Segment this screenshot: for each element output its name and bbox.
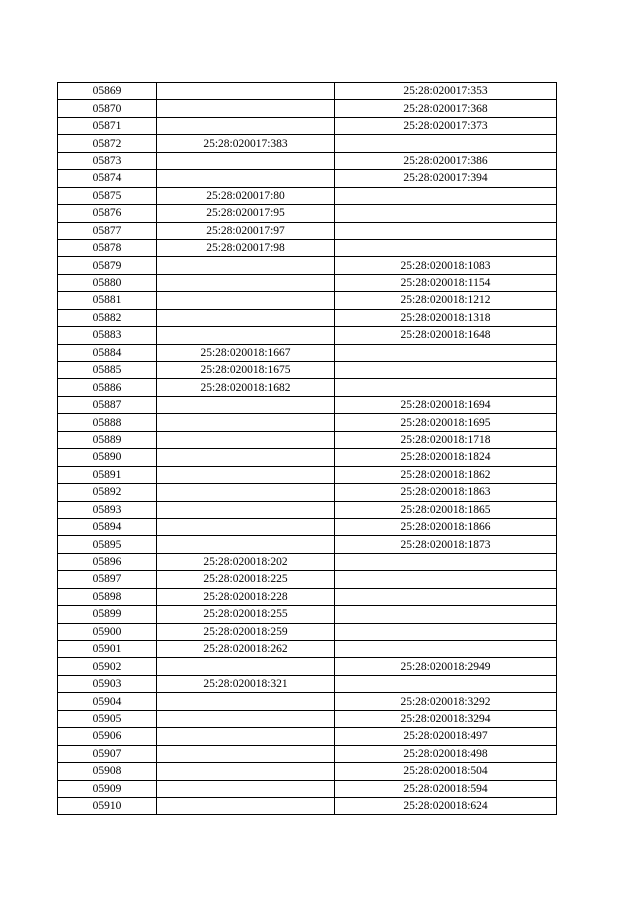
cadastral-number-cell-left: 25:28:020018:228 (157, 588, 335, 605)
cadastral-number-cell-left: 25:28:020017:383 (157, 135, 335, 152)
cadastral-number-cell-left (157, 449, 335, 466)
cadastral-number-cell-left (157, 414, 335, 431)
cadastral-number-cell-right: 25:28:020018:3294 (335, 710, 557, 727)
cadastral-number-cell-right (335, 623, 557, 640)
cadastral-number-cell-right: 25:28:020017:353 (335, 83, 557, 100)
cadastral-number-cell-right: 25:28:020018:1718 (335, 431, 557, 448)
cadastral-number-cell-left (157, 396, 335, 413)
row-number-cell: 05899 (58, 606, 157, 623)
cadastral-number-cell-left (157, 518, 335, 535)
cadastral-number-cell-right (335, 205, 557, 222)
cadastral-number-cell-right (335, 641, 557, 658)
table-row (58, 414, 557, 431)
row-number-cell: 05873 (58, 152, 157, 169)
table-row (58, 83, 557, 100)
cadastral-number-table (57, 82, 557, 815)
row-number-cell: 05904 (58, 693, 157, 710)
row-number-cell: 05879 (58, 257, 157, 274)
cadastral-number-cell-right: 25:28:020018:624 (335, 797, 557, 814)
table-row (58, 745, 557, 762)
cadastral-number-cell-left (157, 745, 335, 762)
table-row (58, 797, 557, 814)
cadastral-number-cell-right: 25:28:020018:2949 (335, 658, 557, 675)
table-row (58, 641, 557, 658)
row-number-cell: 05881 (58, 292, 157, 309)
cadastral-number-cell-right (335, 379, 557, 396)
cadastral-number-cell-left: 25:28:020018:1675 (157, 362, 335, 379)
cadastral-number-cell-right: 25:28:020018:497 (335, 728, 557, 745)
table-row (58, 205, 557, 222)
row-number-cell: 05901 (58, 641, 157, 658)
table-row (58, 152, 557, 169)
cadastral-number-cell-right: 25:28:020018:1154 (335, 274, 557, 291)
table-row (58, 693, 557, 710)
cadastral-number-cell-left (157, 170, 335, 187)
row-number-cell: 05897 (58, 571, 157, 588)
table-row (58, 431, 557, 448)
cadastral-number-cell-right: 25:28:020017:373 (335, 117, 557, 134)
cadastral-number-cell-right (335, 135, 557, 152)
row-number-cell: 05875 (58, 187, 157, 204)
row-number-cell: 05878 (58, 239, 157, 256)
cadastral-number-cell-left: 25:28:020018:1682 (157, 379, 335, 396)
cadastral-number-cell-left (157, 501, 335, 518)
cadastral-number-cell-left: 25:28:020017:80 (157, 187, 335, 204)
table-row (58, 396, 557, 413)
row-number-cell: 05889 (58, 431, 157, 448)
cadastral-number-cell-right: 25:28:020018:1865 (335, 501, 557, 518)
cadastral-number-cell-left (157, 117, 335, 134)
table-row (58, 553, 557, 570)
table-row (58, 379, 557, 396)
row-number-cell: 05891 (58, 466, 157, 483)
row-number-cell: 05896 (58, 553, 157, 570)
table-row (58, 309, 557, 326)
table-row (58, 710, 557, 727)
row-number-cell: 05892 (58, 484, 157, 501)
cadastral-number-cell-right: 25:28:020018:1648 (335, 327, 557, 344)
row-number-cell: 05885 (58, 362, 157, 379)
row-number-cell: 05908 (58, 763, 157, 780)
cadastral-number-cell-right (335, 344, 557, 361)
cadastral-number-cell-right: 25:28:020018:1866 (335, 518, 557, 535)
cadastral-number-cell-right (335, 362, 557, 379)
cadastral-number-cell-left: 25:28:020018:321 (157, 675, 335, 692)
table-row (58, 606, 557, 623)
cadastral-number-cell-left (157, 728, 335, 745)
cadastral-number-cell-right (335, 239, 557, 256)
cadastral-number-cell-right: 25:28:020018:498 (335, 745, 557, 762)
table-row (58, 362, 557, 379)
row-number-cell: 05890 (58, 449, 157, 466)
cadastral-number-cell-left (157, 100, 335, 117)
table-row (58, 344, 557, 361)
table-row (58, 763, 557, 780)
table-row (58, 518, 557, 535)
row-number-cell: 05909 (58, 780, 157, 797)
table-row (58, 484, 557, 501)
cadastral-number-cell-right: 25:28:020017:394 (335, 170, 557, 187)
table-row (58, 623, 557, 640)
cadastral-number-cell-right: 25:28:020018:1083 (335, 257, 557, 274)
row-number-cell: 05894 (58, 518, 157, 535)
cadastral-number-cell-right (335, 571, 557, 588)
cadastral-number-cell-right: 25:28:020018:1695 (335, 414, 557, 431)
cadastral-number-cell-right: 25:28:020018:1824 (335, 449, 557, 466)
row-number-cell: 05869 (58, 83, 157, 100)
table-row (58, 675, 557, 692)
table-row (58, 187, 557, 204)
row-number-cell: 05887 (58, 396, 157, 413)
row-number-cell: 05876 (58, 205, 157, 222)
cadastral-number-cell-left (157, 693, 335, 710)
table-row (58, 728, 557, 745)
table-row (58, 588, 557, 605)
table-row (58, 170, 557, 187)
cadastral-number-cell-right (335, 675, 557, 692)
cadastral-number-cell-left (157, 274, 335, 291)
row-number-cell: 05907 (58, 745, 157, 762)
cadastral-number-cell-right: 25:28:020018:3292 (335, 693, 557, 710)
row-number-cell: 05883 (58, 327, 157, 344)
cadastral-number-cell-left (157, 257, 335, 274)
cadastral-number-cell-left (157, 327, 335, 344)
cadastral-number-cell-left: 25:28:020018:262 (157, 641, 335, 658)
cadastral-number-cell-right (335, 222, 557, 239)
row-number-cell: 05910 (58, 797, 157, 814)
cadastral-number-cell-left: 25:28:020018:202 (157, 553, 335, 570)
row-number-cell: 05871 (58, 117, 157, 134)
cadastral-number-cell-left (157, 797, 335, 814)
cadastral-number-cell-right: 25:28:020018:1318 (335, 309, 557, 326)
cadastral-number-cell-left: 25:28:020018:259 (157, 623, 335, 640)
row-number-cell: 05888 (58, 414, 157, 431)
cadastral-number-cell-right (335, 606, 557, 623)
table-row (58, 274, 557, 291)
row-number-cell: 05893 (58, 501, 157, 518)
cadastral-number-cell-right: 25:28:020018:504 (335, 763, 557, 780)
table-row (58, 327, 557, 344)
row-number-cell: 05870 (58, 100, 157, 117)
table-row (58, 135, 557, 152)
cadastral-number-cell-right: 25:28:020017:386 (335, 152, 557, 169)
row-number-cell: 05895 (58, 536, 157, 553)
cadastral-number-cell-left: 25:28:020018:255 (157, 606, 335, 623)
cadastral-number-cell-left: 25:28:020017:98 (157, 239, 335, 256)
cadastral-number-cell-right: 25:28:020018:1212 (335, 292, 557, 309)
row-number-cell: 05898 (58, 588, 157, 605)
table-body (58, 83, 557, 815)
table-row (58, 536, 557, 553)
table-row (58, 100, 557, 117)
table-row (58, 449, 557, 466)
table-row (58, 466, 557, 483)
row-number-cell: 05886 (58, 379, 157, 396)
table-row (58, 117, 557, 134)
table-row (58, 257, 557, 274)
cadastral-number-cell-left (157, 484, 335, 501)
cadastral-number-cell-right (335, 588, 557, 605)
cadastral-number-cell-left: 25:28:020018:1667 (157, 344, 335, 361)
row-number-cell: 05902 (58, 658, 157, 675)
cadastral-number-cell-right: 25:28:020018:1873 (335, 536, 557, 553)
table-row (58, 501, 557, 518)
row-number-cell: 05900 (58, 623, 157, 640)
table-row (58, 292, 557, 309)
cadastral-number-cell-left (157, 658, 335, 675)
row-number-cell: 05903 (58, 675, 157, 692)
cadastral-number-cell-left (157, 309, 335, 326)
cadastral-number-cell-left (157, 292, 335, 309)
cadastral-number-cell-left (157, 466, 335, 483)
cadastral-number-cell-right: 25:28:020017:368 (335, 100, 557, 117)
row-number-cell: 05906 (58, 728, 157, 745)
row-number-cell: 05880 (58, 274, 157, 291)
row-number-cell: 05874 (58, 170, 157, 187)
cadastral-number-cell-left: 25:28:020017:95 (157, 205, 335, 222)
cadastral-number-cell-right: 25:28:020018:1863 (335, 484, 557, 501)
row-number-cell: 05872 (58, 135, 157, 152)
row-number-cell: 05905 (58, 710, 157, 727)
cadastral-number-cell-left (157, 763, 335, 780)
cadastral-number-cell-right: 25:28:020018:1694 (335, 396, 557, 413)
cadastral-number-cell-right (335, 553, 557, 570)
cadastral-number-cell-right: 25:28:020018:594 (335, 780, 557, 797)
cadastral-number-cell-right (335, 187, 557, 204)
cadastral-number-cell-left: 25:28:020017:97 (157, 222, 335, 239)
row-number-cell: 05882 (58, 309, 157, 326)
table-row (58, 780, 557, 797)
cadastral-number-cell-left (157, 83, 335, 100)
row-number-cell: 05877 (58, 222, 157, 239)
cadastral-number-cell-left (157, 431, 335, 448)
cadastral-number-cell-left (157, 536, 335, 553)
cadastral-number-cell-right: 25:28:020018:1862 (335, 466, 557, 483)
table-row (58, 239, 557, 256)
table-row (58, 571, 557, 588)
table-row (58, 222, 557, 239)
table-row (58, 658, 557, 675)
cadastral-number-cell-left: 25:28:020018:225 (157, 571, 335, 588)
cadastral-number-cell-left (157, 152, 335, 169)
cadastral-number-cell-left (157, 780, 335, 797)
cadastral-number-cell-left (157, 710, 335, 727)
row-number-cell: 05884 (58, 344, 157, 361)
